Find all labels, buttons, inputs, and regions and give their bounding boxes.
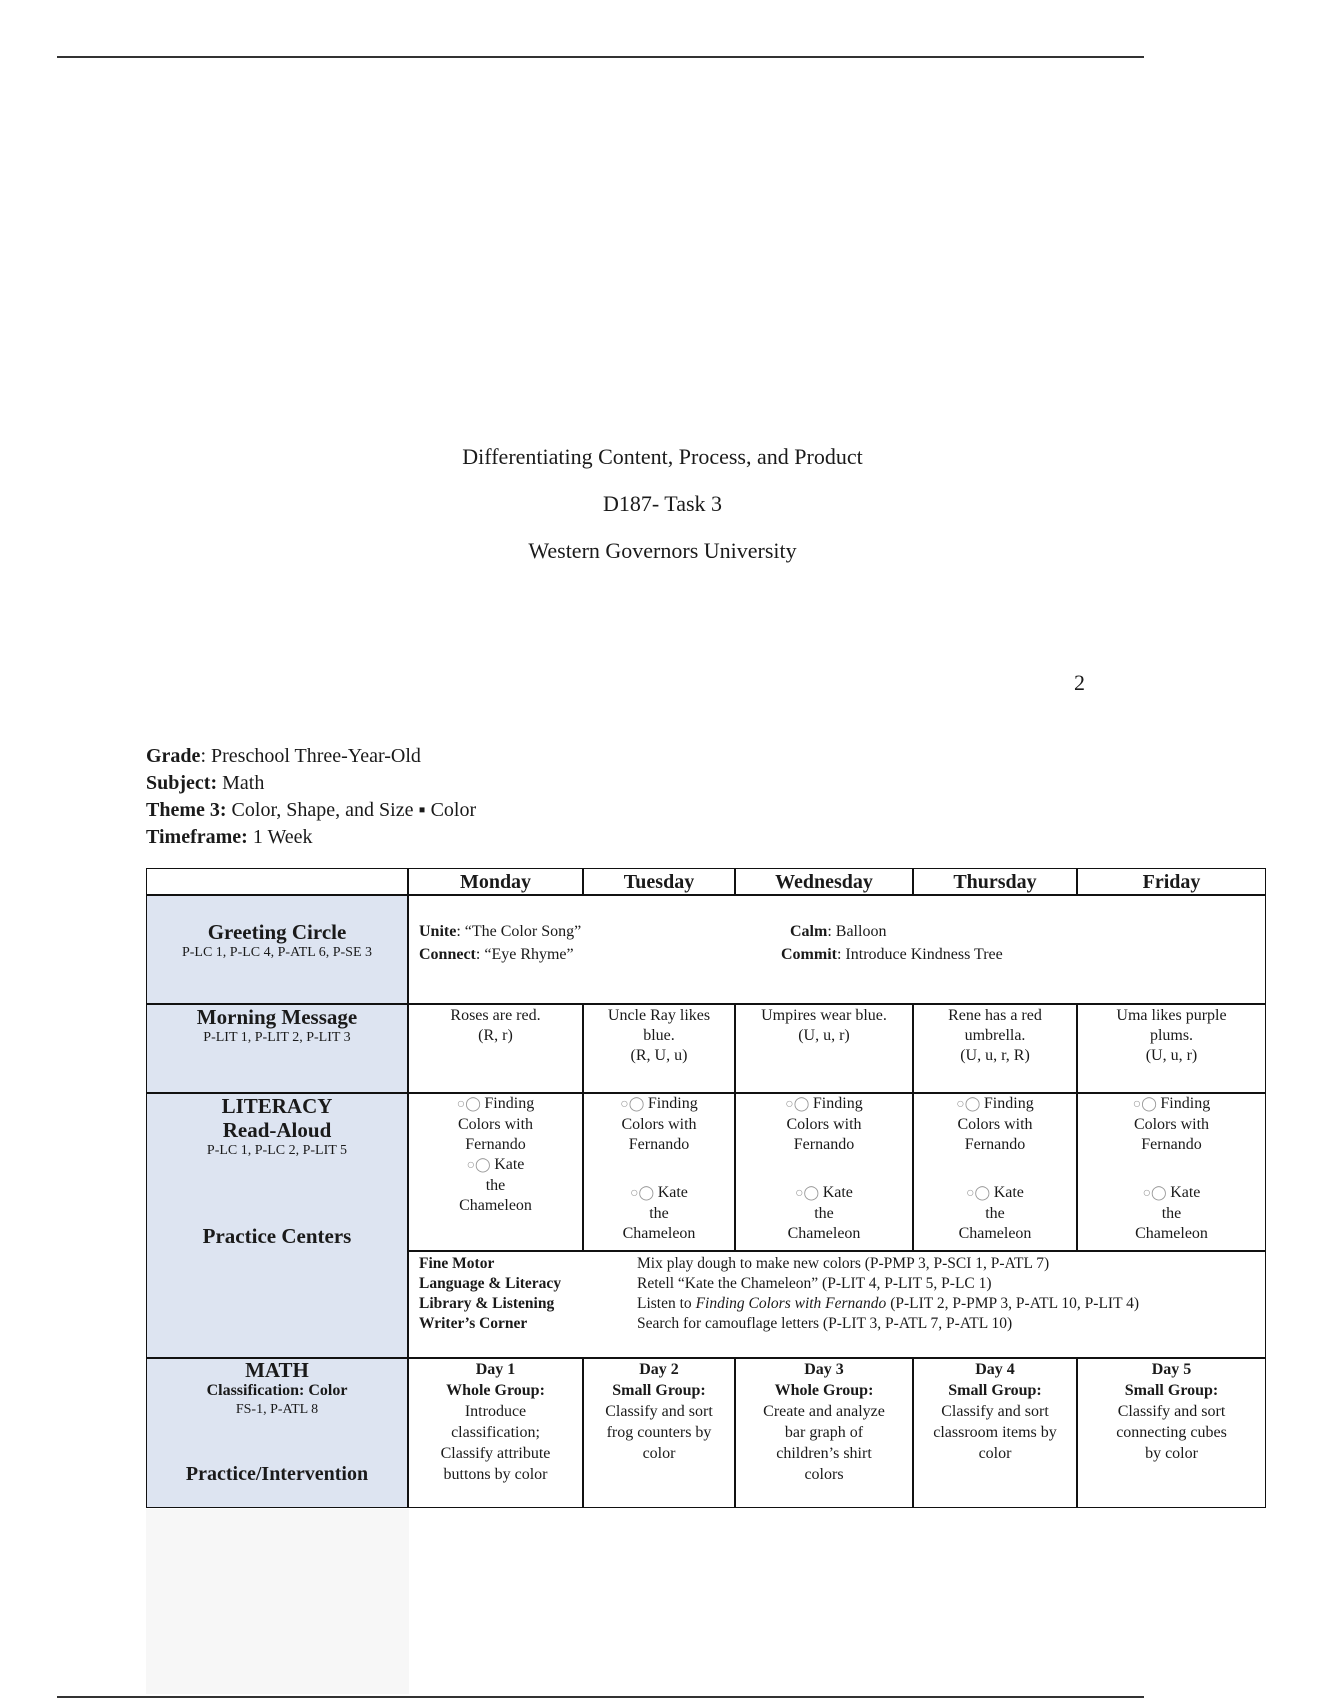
center-descriptions xyxy=(637,1254,1139,1334)
book-icon: ○◯ xyxy=(795,1186,823,1201)
math-group: Whole Group: xyxy=(446,1382,545,1399)
book-line xyxy=(409,1135,582,1155)
center-desc: Retell “Kate the Chameleon” (P-LIT 4, P-LIT 5, P-LC 1) xyxy=(637,1275,992,1292)
desc-book-title: Finding Colors with Fernando xyxy=(695,1295,887,1312)
message-line: umbrella. xyxy=(964,1027,1026,1044)
book-line xyxy=(1078,1204,1265,1224)
book-icon: ○◯ xyxy=(1132,1097,1161,1112)
row-title: Greeting Circle xyxy=(207,920,347,944)
math-group: Small Group: xyxy=(1124,1382,1219,1399)
book-title-text: the xyxy=(485,1177,506,1194)
math-activity-line: Create and analyze xyxy=(763,1403,885,1420)
book-kate-chameleon xyxy=(914,1183,1076,1244)
book-title-text: Kate xyxy=(657,1184,688,1201)
read-aloud-wednesday xyxy=(735,1093,913,1251)
day-header-label: Wednesday xyxy=(775,871,873,893)
math-activity-line: bar graph of xyxy=(784,1424,864,1441)
book-title-text: Colors with xyxy=(957,1116,1033,1133)
math-activity-line: by color xyxy=(1145,1445,1198,1462)
theme-row: Theme 3: Color, Shape, and Size ▪ Color xyxy=(146,799,477,821)
book-title-text: the xyxy=(985,1205,1005,1222)
morning-message-monday xyxy=(408,1004,583,1093)
connect-label: Connect xyxy=(419,946,476,963)
book-line xyxy=(409,1115,582,1135)
math-activity-line: children’s shirt xyxy=(776,1445,872,1462)
math-tuesday xyxy=(583,1358,735,1508)
math-activity-line: buttons by color xyxy=(443,1466,548,1483)
institution: Western Governors University xyxy=(528,538,797,563)
connect-line xyxy=(419,943,581,966)
commit-value: : Introduce Kindness Tree xyxy=(836,946,1003,963)
book-line xyxy=(736,1094,912,1115)
center-desc xyxy=(637,1294,1139,1314)
message-line: plums. xyxy=(1149,1027,1194,1044)
book-title-text: Colors with xyxy=(457,1116,534,1133)
math-activity-line: color xyxy=(642,1445,676,1462)
book-line xyxy=(584,1183,734,1204)
book-title-text: Chameleon xyxy=(459,1197,532,1214)
book-line xyxy=(584,1115,734,1135)
math-activity-line: classification; xyxy=(451,1424,540,1441)
math-day: Day 3 xyxy=(804,1361,844,1378)
day-header-label: Friday xyxy=(1142,871,1201,893)
row-standards: FS-1, P-ATL 8 xyxy=(235,1402,319,1417)
read-aloud-tuesday xyxy=(583,1093,735,1251)
message-line: Umpires wear blue. xyxy=(761,1007,887,1024)
book-line xyxy=(409,1155,582,1176)
day-header-label: Tuesday xyxy=(623,871,695,893)
book-title-text: Fernando xyxy=(628,1136,690,1153)
header-corner xyxy=(146,868,408,895)
message-line: Roses are red. xyxy=(450,1007,541,1024)
book-line xyxy=(914,1115,1076,1135)
greeting-left xyxy=(419,920,581,966)
morning-message-friday xyxy=(1077,1004,1266,1093)
commit-line xyxy=(781,943,1003,966)
message-line: (R, r) xyxy=(478,1027,513,1044)
row-title: MATH xyxy=(245,1358,309,1382)
book-kate-chameleon xyxy=(409,1155,582,1216)
read-aloud-monday xyxy=(408,1093,583,1251)
bottom-rule xyxy=(57,1696,1144,1698)
book-title-text: the xyxy=(814,1205,834,1222)
book-title-text: Fernando xyxy=(793,1136,855,1153)
greeting-right xyxy=(781,920,1003,966)
row-standards: P-LC 1, P-LC 4, P-ATL 6, P-SE 3 xyxy=(181,945,373,960)
morning-message-wednesday xyxy=(735,1004,913,1093)
message-line: (U, u, r, R) xyxy=(960,1047,1030,1064)
lesson-table-viewport xyxy=(0,860,1227,1660)
book-finding-colors xyxy=(736,1094,912,1155)
desc-pre: Listen to xyxy=(637,1295,696,1312)
math-activity-line: frog counters by xyxy=(606,1424,712,1441)
book-line xyxy=(1078,1224,1265,1244)
practice-centers-content xyxy=(408,1251,1266,1358)
morning-message-thursday xyxy=(913,1004,1077,1093)
book-line xyxy=(736,1115,912,1135)
book-title-text: Fernando xyxy=(1141,1136,1202,1153)
book-icon: ○◯ xyxy=(456,1097,485,1112)
desc-post: (P-LIT 2, P-PMP 3, P-ATL 10, P-LIT 4) xyxy=(886,1295,1140,1312)
greeting-circle-label xyxy=(146,895,408,1004)
book-title-text: Kate xyxy=(1170,1184,1201,1201)
calm-label: Calm xyxy=(790,923,828,940)
row-standards: P-LIT 1, P-LIT 2, P-LIT 3 xyxy=(203,1030,351,1045)
row-title: LITERACY xyxy=(221,1094,333,1118)
top-rule xyxy=(57,56,1144,58)
commit-label: Commit xyxy=(781,946,837,963)
book-line xyxy=(409,1176,582,1196)
book-line xyxy=(914,1183,1076,1204)
book-title-text: Colors with xyxy=(786,1116,862,1133)
book-title-text: Kate xyxy=(993,1184,1024,1201)
book-line xyxy=(409,1196,582,1216)
math-activity-line: Classify and sort xyxy=(605,1403,713,1420)
practice-intervention-title: Practice/Intervention xyxy=(185,1463,369,1485)
center-names xyxy=(419,1254,561,1334)
math-friday xyxy=(1077,1358,1266,1508)
unite-value: : “The Color Song” xyxy=(456,923,582,940)
book-line xyxy=(584,1204,734,1224)
book-line xyxy=(409,1094,582,1115)
day-header-label: Thursday xyxy=(953,871,1037,893)
book-title-text: Finding xyxy=(1160,1095,1211,1112)
book-icon: ○◯ xyxy=(1142,1186,1171,1201)
book-icon: ○◯ xyxy=(466,1158,495,1173)
book-title-text: Fernando xyxy=(964,1136,1026,1153)
unite-label: Unite xyxy=(419,923,457,940)
math-wednesday xyxy=(735,1358,913,1508)
math-activity-line: colors xyxy=(804,1466,844,1483)
message-line: (R, U, u) xyxy=(630,1047,688,1064)
book-title-text: the xyxy=(649,1205,669,1222)
day-header-thursday xyxy=(913,868,1077,895)
math-label xyxy=(146,1358,408,1508)
book-title-text: the xyxy=(1161,1205,1182,1222)
center-desc: Search for camouflage letters (P-LIT 3, P-ATL 7, P-ATL 10) xyxy=(637,1315,1013,1332)
book-kate-chameleon xyxy=(584,1183,734,1244)
unite-line xyxy=(419,920,581,943)
math-group: Small Group: xyxy=(948,1382,1042,1399)
center-desc: Mix play dough to make new colors (P-PMP 3, P-SCI 1, P-ATL 7) xyxy=(637,1255,1050,1272)
day-header-tuesday xyxy=(583,868,735,895)
book-line xyxy=(1078,1115,1265,1135)
book-icon: ○◯ xyxy=(630,1186,658,1201)
math-activity-line: connecting cubes xyxy=(1116,1424,1227,1441)
book-icon: ○◯ xyxy=(785,1097,813,1112)
math-activity-line: color xyxy=(978,1445,1012,1462)
book-finding-colors xyxy=(914,1094,1076,1155)
message-line: blue. xyxy=(643,1027,675,1044)
math-monday xyxy=(408,1358,583,1508)
book-title-text: Finding xyxy=(484,1095,535,1112)
book-icon: ○◯ xyxy=(966,1186,994,1201)
book-line xyxy=(914,1204,1076,1224)
book-line xyxy=(1078,1183,1265,1204)
book-finding-colors xyxy=(1078,1094,1265,1155)
morning-message-label xyxy=(146,1004,408,1093)
math-group: Whole Group: xyxy=(774,1382,874,1399)
book-title-text: Fernando xyxy=(465,1136,526,1153)
row-standards: P-LC 1, P-LC 2, P-LIT 5 xyxy=(206,1143,348,1158)
book-kate-chameleon xyxy=(1078,1183,1265,1244)
math-activity-line: Classify and sort xyxy=(941,1403,1049,1420)
math-activity-line: Classify and sort xyxy=(1117,1403,1226,1420)
math-activity-line: classroom items by xyxy=(933,1424,1057,1441)
read-aloud-thursday xyxy=(913,1093,1077,1251)
message-line: Uncle Ray likes xyxy=(607,1007,711,1024)
book-title-text: Finding xyxy=(983,1095,1034,1112)
calm-line xyxy=(781,920,1003,943)
read-aloud-friday xyxy=(1077,1093,1266,1251)
greeting-circle-content xyxy=(408,895,1266,1004)
book-line xyxy=(736,1224,912,1244)
math-activity-line: Introduce xyxy=(464,1403,527,1420)
message-line: Uma likes purple xyxy=(1116,1007,1227,1024)
subject-row: Subject: Math xyxy=(146,772,265,794)
book-title-text: Chameleon xyxy=(787,1225,861,1242)
book-title-text: Chameleon xyxy=(1135,1225,1208,1242)
math-day: Day 5 xyxy=(1151,1361,1192,1378)
math-day: Day 2 xyxy=(639,1361,679,1378)
day-header-friday xyxy=(1077,868,1266,895)
connect-value: : “Eye Rhyme” xyxy=(475,946,574,963)
book-icon: ○◯ xyxy=(620,1097,648,1112)
book-title-text: Chameleon xyxy=(622,1225,696,1242)
book-line xyxy=(1078,1094,1265,1115)
center-name: Fine Motor xyxy=(419,1255,495,1272)
book-kate-chameleon xyxy=(736,1183,912,1244)
day-header-label: Monday xyxy=(459,871,532,893)
book-title-text: Kate xyxy=(822,1184,853,1201)
math-thursday xyxy=(913,1358,1077,1508)
timeframe-row: Timeframe: 1 Week xyxy=(146,826,313,848)
book-line xyxy=(584,1135,734,1155)
title-block xyxy=(0,438,1325,579)
math-activity-line: Classify attribute xyxy=(440,1445,551,1462)
row-subtitle: Classification: Color xyxy=(206,1382,348,1399)
book-finding-colors xyxy=(584,1094,734,1155)
book-title-text: Kate xyxy=(494,1156,525,1173)
book-line xyxy=(914,1224,1076,1244)
book-line xyxy=(584,1224,734,1244)
book-line xyxy=(914,1135,1076,1155)
message-line: (U, u, r) xyxy=(798,1027,850,1044)
book-line xyxy=(584,1094,734,1115)
math-day: Day 1 xyxy=(475,1361,516,1378)
book-title-text: Finding xyxy=(647,1095,698,1112)
book-title-text: Chameleon xyxy=(958,1225,1032,1242)
message-line: (U, u, r) xyxy=(1145,1047,1198,1064)
book-line xyxy=(736,1183,912,1204)
document-title: Differentiating Content, Process, and Product xyxy=(462,444,863,469)
math-group: Small Group: xyxy=(612,1382,706,1399)
book-line xyxy=(914,1094,1076,1115)
math-day: Day 4 xyxy=(975,1361,1015,1378)
book-icon: ○◯ xyxy=(956,1097,984,1112)
lesson-meta xyxy=(146,743,476,851)
center-name: Library & Listening xyxy=(419,1295,555,1312)
day-header-monday xyxy=(408,868,583,895)
book-title-text: Colors with xyxy=(1133,1116,1210,1133)
literacy-label xyxy=(146,1093,408,1358)
book-title-text: Finding xyxy=(812,1095,863,1112)
book-line xyxy=(736,1135,912,1155)
row-subtitle: Read-Aloud xyxy=(222,1118,332,1142)
row-title: Morning Message xyxy=(196,1005,358,1029)
practice-centers-title: Practice Centers xyxy=(202,1224,352,1248)
day-header-wednesday xyxy=(735,868,913,895)
morning-message-tuesday xyxy=(583,1004,735,1093)
calm-value: : Balloon xyxy=(827,923,887,940)
center-name: Language & Literacy xyxy=(419,1275,562,1292)
book-line xyxy=(736,1204,912,1224)
book-line xyxy=(1078,1135,1265,1155)
course-code: D187- Task 3 xyxy=(602,491,723,516)
page-number: 2 xyxy=(1074,670,1085,695)
message-line: Rene has a red xyxy=(948,1007,1042,1024)
grade-row: Grade: Preschool Three-Year-Old xyxy=(146,745,421,767)
book-finding-colors xyxy=(409,1094,582,1155)
book-title-text: Colors with xyxy=(621,1116,697,1133)
center-name: Writer’s Corner xyxy=(419,1315,528,1332)
